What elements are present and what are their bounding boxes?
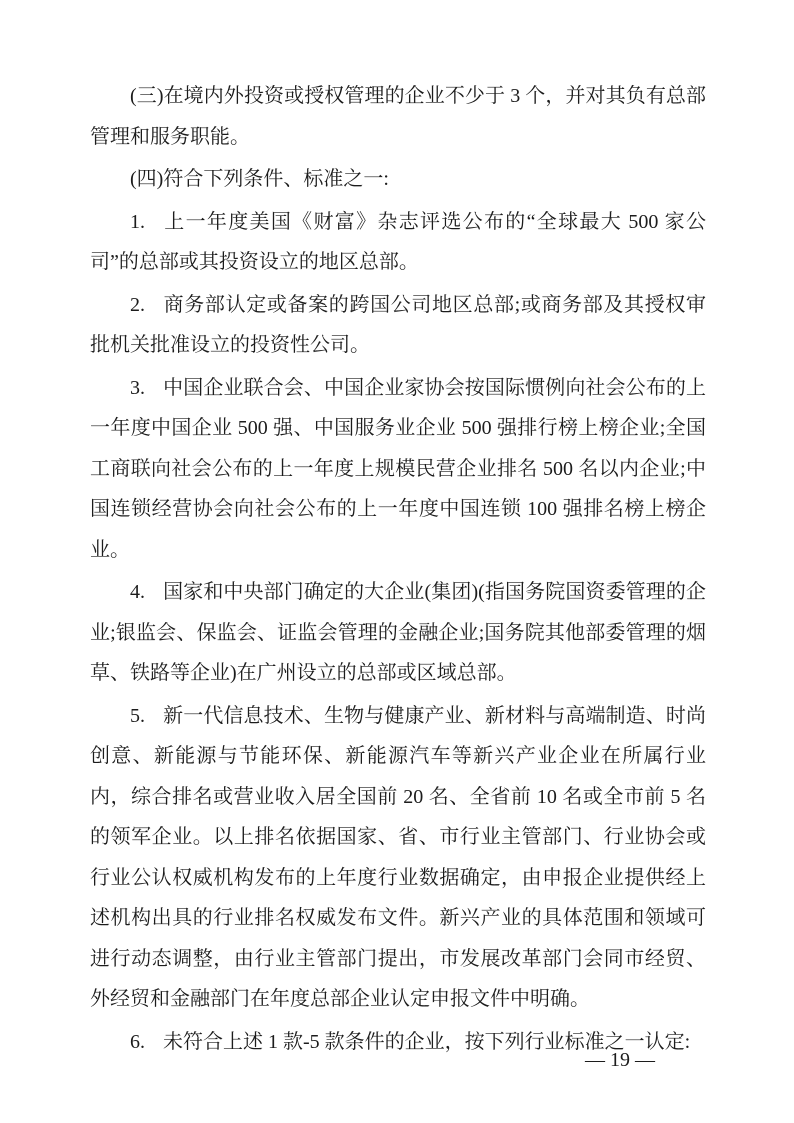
numbered-item-4 <box>90 572 706 694</box>
item-text: 商务部认定或备案的跨国公司地区总部;或商务部及其授权审批机关批准设立的投资性公司。 <box>90 293 706 356</box>
item-number: 1. <box>130 210 145 233</box>
item-text: 上一年度美国《财富》杂志评选公布的“全球最大 500 家公司”的总部或其投资设立的地区总部。 <box>90 210 706 273</box>
item-number: 3. <box>130 376 145 399</box>
item-text: 未符合上述 1 款-5 款条件的企业，按下列行业标准之一认定: <box>163 1030 691 1053</box>
numbered-item-1 <box>90 202 706 283</box>
numbered-item-2 <box>90 285 706 366</box>
item-number: 5. <box>130 704 145 727</box>
item-number: 2. <box>130 293 145 316</box>
page-number: — 19 — <box>585 1049 655 1071</box>
document-body <box>90 76 706 1064</box>
item-text: 国家和中央部门确定的大企业(集团)(指国务院国资委管理的企业;银监会、保监会、证监会管理的金融企业;国务院其他部委管理的烟草、铁路等企业)在广州设立的总部或区域总部。 <box>90 581 706 684</box>
item-text: 新一代信息技术、生物与健康产业、新材料与高端制造、时尚创意、新能源与节能环保、新能源汽车等新兴产业企业在所属行业内，综合排名或营业收入居全国前 20 名、全省前 10 名或全市前 5 名的领军企业。以上排名依据国家、省、市行业主管部门、行业协会或行业公认权威机构发布的上年度行业数据确定，由申报企业提供经上述机构出具的行业排名权威发布文件。新兴产业的具体范围和领域可进行动态调整，由行业主管部门提出，市发展改革部门会同市经贸、外经贸和金融部门在年度总部企业认定申报文件中明确。 <box>90 704 706 1010</box>
item-text: 中国企业联合会、中国企业家协会按国际惯例向社会公布的上一年度中国企业 500 强、中国服务业企业 500 强排行榜上榜企业;全国工商联向社会公布的上一年度上规模民营企业排名 500 名以内企业;中国连锁经营协会向社会公布的上一年度中国连锁 100 强排名榜上榜企业。 <box>90 376 706 561</box>
numbered-item-3 <box>90 368 706 571</box>
numbered-item-5 <box>90 696 706 1020</box>
clause-paragraph-3: (三)在境内外投资或授权管理的企业不少于 3 个，并对其负有总部管理和服务职能。 <box>90 85 706 148</box>
clause-paragraph-4: (四)符合下列条件、标准之一: <box>130 168 389 190</box>
item-number: 6. <box>130 1030 145 1053</box>
item-number: 4. <box>130 581 145 603</box>
